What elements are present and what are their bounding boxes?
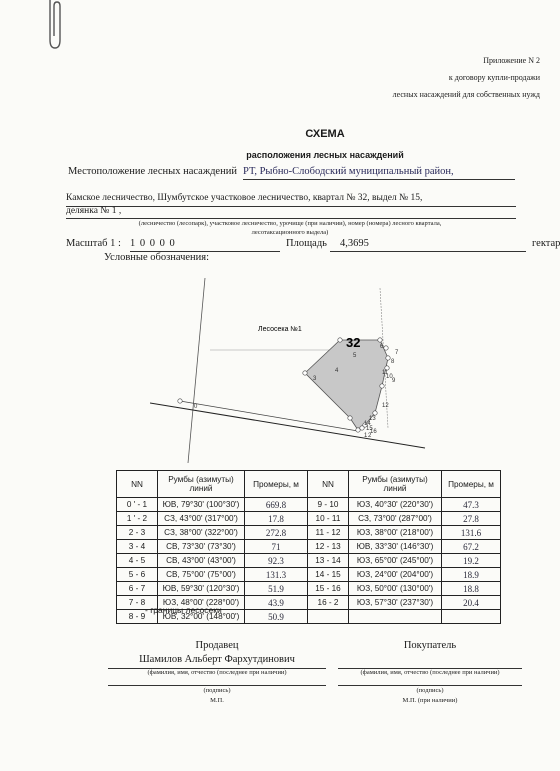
page-title: СХЕМА (305, 128, 345, 140)
header-rumb: Румбы (азимуты) линий (158, 471, 245, 498)
quarter-line-west (188, 278, 205, 463)
buyer-stamp: М.П. (при наличии) (402, 697, 458, 704)
table-cell: 131.3 (245, 568, 308, 582)
table-cell: 2 - 3 (117, 526, 158, 540)
point-label-15: 15 (366, 426, 373, 432)
table-cell: 18.8 (442, 582, 501, 596)
table-cell: 16 - 2 (308, 596, 349, 610)
seller-sign-hint: (подпись) (203, 687, 231, 694)
table-cell: ЮВ, 33°30' (146°30') (349, 540, 442, 554)
table-cell (349, 610, 442, 624)
appendix-line-1: Приложение N 2 (483, 56, 540, 65)
table-cell: 47.3 (442, 498, 501, 512)
table-row (117, 568, 501, 582)
forestry-field-2 (66, 206, 516, 219)
table-cell: 7 - 8 (117, 596, 158, 610)
header-rumb-2: Румбы (азимуты) линий (349, 471, 442, 498)
area-value: 4,3695 (340, 238, 369, 249)
table-cell: 18.9 (442, 568, 501, 582)
table-cell: ЮВ, 32°00' (148°00') (158, 610, 245, 624)
table-cell: 51.9 (245, 582, 308, 596)
area-field (330, 238, 526, 252)
seller-name: Шамилов Альберт Фархутдинович (139, 654, 295, 665)
header-measure: Промеры, м (245, 471, 308, 498)
forestry-value-2: делянка № 1 , (66, 206, 122, 216)
table-cell: 92.3 (245, 554, 308, 568)
seller-sign-line (108, 685, 326, 686)
table-cell: 9 - 10 (308, 498, 349, 512)
table-cell: ЮЗ, 57°30' (237°30') (349, 596, 442, 610)
point-label-7: 7 (395, 350, 399, 356)
table-cell: 11 - 12 (308, 526, 349, 540)
rumb-table (116, 470, 501, 624)
table-cell: ЮЗ, 40°30' (220°30') (349, 498, 442, 512)
table-cell: 6 - 7 (117, 582, 158, 596)
table-cell: 0 ' - 1 (117, 498, 158, 512)
buyer-sign-line (338, 685, 522, 686)
location-value: РТ, Рыбно-Слободский муниципальный район, (243, 166, 454, 177)
buyer-sign-hint: (подпись) (416, 687, 444, 694)
table-cell: ЮЗ, 65°00' (245°00') (349, 554, 442, 568)
table-cell: 20.4 (442, 596, 501, 610)
appendix-line-2: к договору купли-продажи (448, 73, 540, 82)
table-cell: СВ, 43°00' (43°00') (158, 554, 245, 568)
table-cell: 669.8 (245, 498, 308, 512)
table-cell: ЮЗ, 50°00' (130°00') (349, 582, 442, 596)
table-cell: 5 - 6 (117, 568, 158, 582)
table-cell (308, 610, 349, 624)
appendix-line-3: лесных насаждений для собственных нужд (392, 90, 540, 99)
forestry-hint: (лесничество (лесопарк), участковое лесничество, урочище (при наличии), номер (номера) лесного квартала, (138, 220, 442, 227)
table-cell: 27.8 (442, 512, 501, 526)
table-cell: 4 - 5 (117, 554, 158, 568)
table-cell: СВ, 73°30' (73°30') (158, 540, 245, 554)
table-cell: 15 - 16 (308, 582, 349, 596)
table-cell: 10 - 11 (308, 512, 349, 526)
table-cell: 71 (245, 540, 308, 554)
buyer-hint: (фамилия, имя, отчество (последнее при наличии) (360, 669, 500, 676)
point-label-16: 16 (370, 429, 377, 435)
point-label-1: 1 (364, 433, 368, 439)
table-row (117, 554, 501, 568)
point-label-3: 3 (313, 376, 317, 382)
table-cell: 13 - 14 (308, 554, 349, 568)
header-nn: NN (117, 471, 158, 498)
forestry-value: Камское лесничество, Шумбутское участковое лесничество, квартал № 32, выдел № 15, (66, 193, 423, 203)
table-cell: СВ, 75°00' (75°00') (158, 568, 245, 582)
scale-label: Масштаб 1 : (66, 238, 121, 249)
legend-label: Условные обозначения: (104, 252, 210, 263)
paper-clip-icon (44, 0, 64, 52)
table-cell (442, 610, 501, 624)
forestry-field (66, 193, 516, 207)
tie-line (180, 401, 358, 431)
table-cell: 17.8 (245, 512, 308, 526)
table-cell: ЮЗ, 24°00' (204°00') (349, 568, 442, 582)
table-cell: СЗ, 38°00' (322°00') (158, 526, 245, 540)
table-row (117, 526, 501, 540)
table-row (117, 512, 501, 526)
seller-title: Продавец (195, 640, 239, 651)
border-legend: - границы лесосеки (145, 605, 222, 615)
point-label-12: 12 (382, 403, 389, 409)
buyer-title: Покупатель (403, 640, 457, 651)
table-cell: ЮЗ, 48°00' (228°00') (158, 596, 245, 610)
point-label-5: 5 (353, 353, 357, 359)
point-label-14: 14 (364, 421, 371, 427)
seller-hint: (фамилия, имя, отчество (последнее при наличии) (147, 669, 287, 676)
table-cell: 14 - 15 (308, 568, 349, 582)
table-cell: 272.8 (245, 526, 308, 540)
table-cell: 131.6 (442, 526, 501, 540)
quarter-number: 32 (346, 335, 361, 350)
point-label-11: 11 (382, 370, 389, 376)
point-label-9: 9 (392, 378, 396, 384)
point-label-6: 6 (380, 344, 384, 350)
table-row (117, 582, 501, 596)
point-label-4: 4 (335, 368, 339, 374)
page-subtitle: расположения лесных насаждений (246, 150, 404, 160)
cutting-label: Лесосека №1 (258, 326, 302, 333)
table-row (117, 498, 501, 512)
scale-value: 1 0 0 0 0 (130, 238, 176, 249)
table-cell: 50.9 (245, 610, 308, 624)
point-label-8: 8 (391, 359, 395, 365)
point-label-2: 2 (368, 433, 372, 439)
point-label-13: 13 (369, 416, 376, 422)
table-cell: СЗ, 43°00' (317°00') (158, 512, 245, 526)
table-cell: 3 - 4 (117, 540, 158, 554)
table-cell: СЗ, 73°00' (287°00') (349, 512, 442, 526)
table-cell: 43.9 (245, 596, 308, 610)
table-cell: 12 - 13 (308, 540, 349, 554)
table-cell: 19.2 (442, 554, 501, 568)
area-unit: гектар (532, 238, 560, 249)
table-cell: 67.2 (442, 540, 501, 554)
area-label: Площадь (286, 238, 327, 249)
table-row (117, 540, 501, 554)
table-cell: ЮВ, 59°30' (120°30') (158, 582, 245, 596)
forestry-hint-2: лесотаксационного выдела) (251, 229, 329, 236)
location-field (243, 166, 515, 180)
table-cell: ЮВ, 79°30' (100°30') (158, 498, 245, 512)
point-label-10: 10 (386, 374, 393, 380)
location-label: Местоположение лесных насаждений (68, 166, 237, 177)
table-cell: 1 ' - 2 (117, 512, 158, 526)
point-label-0: 0 (194, 404, 198, 410)
table-cell: ЮЗ, 38°00' (218°00') (349, 526, 442, 540)
table-header-row (117, 471, 501, 498)
header-nn-2: NN (308, 471, 349, 498)
table-cell: 8 - 9 (117, 610, 158, 624)
scale-field (130, 238, 280, 252)
forest-map (150, 268, 460, 463)
seller-stamp: М.П. (210, 697, 224, 704)
header-measure-2: Промеры, м (442, 471, 501, 498)
